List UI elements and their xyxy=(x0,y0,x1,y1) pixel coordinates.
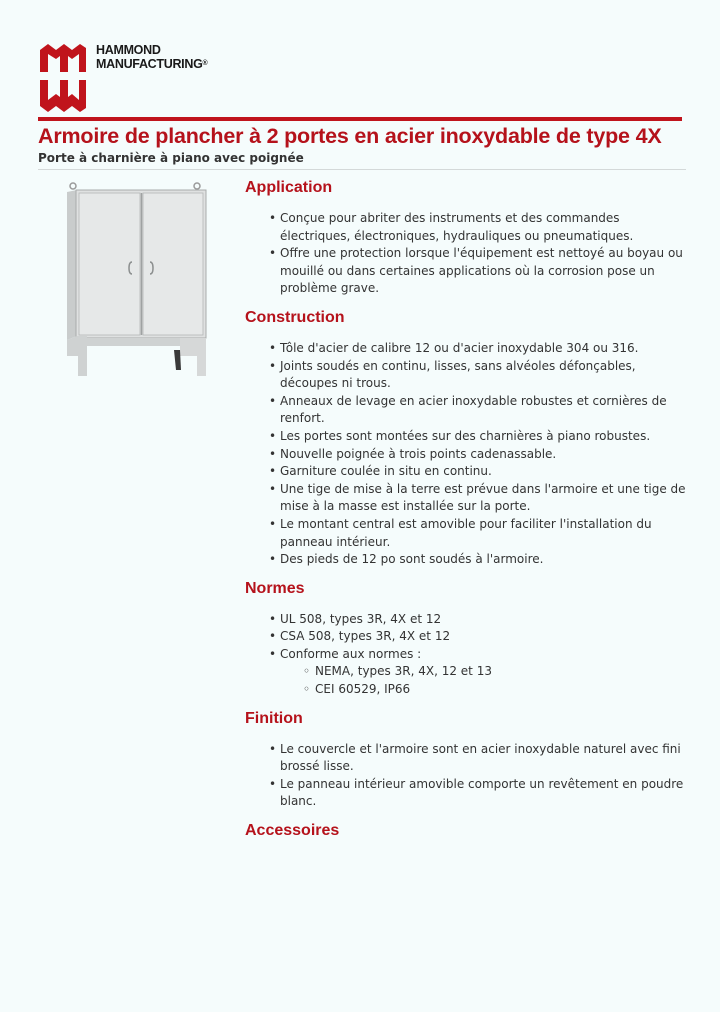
registered-mark: ® xyxy=(202,60,208,67)
finition-list xyxy=(245,741,690,811)
list-item: • Conçue pour abriter des instruments et des commandes électriques, électroniques, hydrauliques ou pneumatiques. xyxy=(280,210,690,245)
brand-wordmark xyxy=(96,43,207,71)
section-finition xyxy=(245,709,690,811)
list-item: • Des pieds de 12 po sont soudés à l'armoire. xyxy=(280,551,690,569)
application-list xyxy=(245,210,690,298)
product-description xyxy=(245,178,690,853)
construction-list xyxy=(245,340,690,569)
normes-sublist xyxy=(280,663,690,698)
sub-list-item: ◦ CEI 60529, IP66 xyxy=(315,681,690,699)
list-item: • Offre une protection lorsque l'équipement est nettoyé au boyau ou mouillé ou dans certaines applications où la corrosion pose un problème grave. xyxy=(280,245,690,298)
hammond-logo xyxy=(38,42,228,114)
page-subtitle: Porte à charnière à piano avec poignée xyxy=(38,151,304,165)
list-item: • Le montant central est amovible pour faciliter l'installation du panneau intérieur. xyxy=(280,516,690,551)
enclosure-product-image xyxy=(62,178,212,378)
section-heading: Accessoires xyxy=(245,822,340,840)
section-application xyxy=(245,178,690,298)
list-item: • Anneaux de levage en acier inoxydable robustes et cornières de renfort. xyxy=(280,393,690,428)
list-item: • CSA 508, types 3R, 4X et 12 xyxy=(280,628,690,646)
list-item: • Une tige de mise à la terre est prévue dans l'armoire et une tige de mise à la masse est installée sur la porte. xyxy=(280,481,690,516)
brand-line1: HAMMOND xyxy=(96,43,161,57)
list-item-text: Conforme aux normes : xyxy=(280,646,422,661)
brand-line2: MANUFACTURING xyxy=(96,57,203,71)
sub-list-item: ◦ NEMA, types 3R, 4X, 12 et 13 xyxy=(315,663,690,681)
section-accessoires xyxy=(245,821,690,841)
header-divider xyxy=(38,117,682,121)
list-item xyxy=(280,646,690,699)
section-normes xyxy=(245,579,690,699)
hammond-logo-mark-icon xyxy=(38,42,88,114)
list-item: • UL 508, types 3R, 4X et 12 xyxy=(280,611,690,629)
list-item: • Le panneau intérieur amovible comporte un revêtement en poudre blanc. xyxy=(280,776,690,811)
list-item: • Garniture coulée in situ en continu. xyxy=(280,463,690,481)
title-divider xyxy=(38,169,686,170)
section-heading: Application xyxy=(245,179,333,196)
list-item: • Tôle d'acier de calibre 12 ou d'acier inoxydable 304 ou 316. xyxy=(280,340,690,358)
section-heading: Normes xyxy=(245,579,305,597)
section-construction xyxy=(245,308,690,569)
normes-list xyxy=(245,611,690,699)
list-item: • Les portes sont montées sur des charnières à piano robustes. xyxy=(280,428,690,446)
list-item: • Le couvercle et l'armoire sont en acier inoxydable naturel avec fini brossé lisse. xyxy=(280,741,690,776)
page-title: Armoire de plancher à 2 portes en acier inoxydable de type 4X xyxy=(38,124,662,148)
section-heading: Finition xyxy=(245,709,303,727)
section-heading: Construction xyxy=(245,308,345,326)
list-item: • Nouvelle poignée à trois points cadenassable. xyxy=(280,446,690,464)
list-item: • Joints soudés en continu, lisses, sans alvéoles défonçables, découpes ni trous. xyxy=(280,358,690,393)
